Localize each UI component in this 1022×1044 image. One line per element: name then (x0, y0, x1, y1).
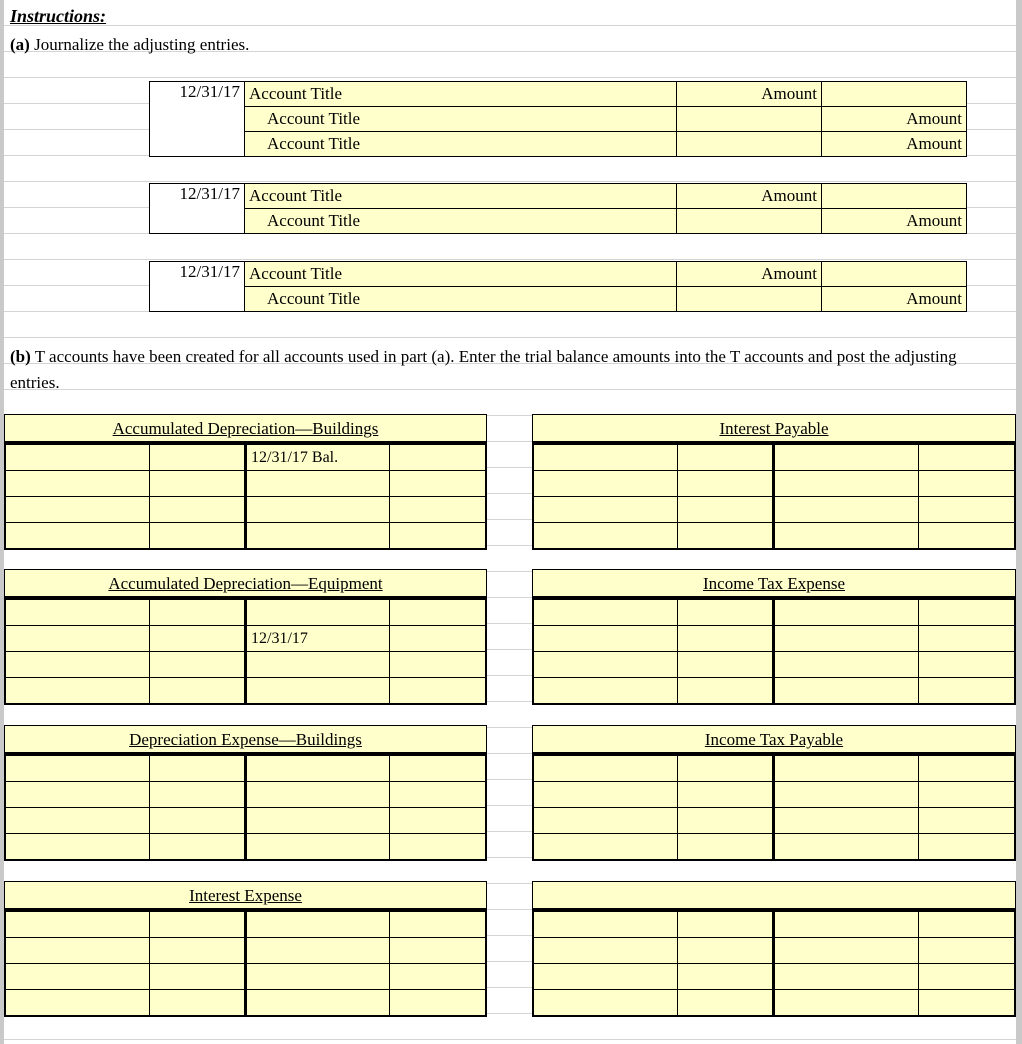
t-cell[interactable] (6, 652, 150, 678)
t-cell[interactable] (390, 964, 486, 990)
t-cell[interactable] (678, 964, 774, 990)
t-cell[interactable] (6, 756, 150, 782)
t-cell[interactable] (6, 834, 150, 860)
t-cell[interactable] (390, 938, 486, 964)
t-account-interest-expense (4, 881, 487, 1017)
t-cell[interactable] (918, 808, 1014, 834)
t-cell[interactable] (774, 938, 918, 964)
t-cell[interactable] (246, 938, 390, 964)
t-cell[interactable] (6, 445, 150, 471)
t-cell[interactable] (150, 964, 246, 990)
t-cell[interactable] (774, 445, 918, 471)
t-cell[interactable] (534, 990, 678, 1016)
t-cell[interactable] (534, 678, 678, 704)
t-cell[interactable] (390, 445, 486, 471)
t-cell[interactable] (6, 471, 150, 497)
t-cell[interactable] (150, 678, 246, 704)
t-cell[interactable] (390, 756, 486, 782)
t-cell[interactable] (534, 652, 678, 678)
t-cell[interactable] (390, 652, 486, 678)
t-cell[interactable] (918, 471, 1014, 497)
t-cell[interactable] (6, 782, 150, 808)
t-cell[interactable] (246, 523, 390, 549)
account-title-field[interactable]: Account Title (245, 82, 677, 107)
t-account-depreciation-expense-buildings (4, 725, 487, 861)
t-cell[interactable] (534, 600, 678, 626)
t-cell[interactable] (246, 756, 390, 782)
t-cell[interactable] (246, 471, 390, 497)
t-cell[interactable] (390, 808, 486, 834)
t-cell[interactable] (246, 600, 390, 626)
t-cell[interactable] (246, 808, 390, 834)
account-title-field[interactable]: Account Title (245, 262, 677, 287)
t-cell[interactable] (246, 678, 390, 704)
t-cell[interactable] (150, 990, 246, 1016)
journal-date: 12/31/17 (150, 82, 245, 157)
t-cell[interactable] (6, 912, 150, 938)
t-cell[interactable] (678, 808, 774, 834)
t-account-income-tax-expense (532, 569, 1016, 705)
t-account-grid (5, 599, 486, 704)
journal-date: 12/31/17 (150, 262, 245, 312)
t-account-accumulated-depreciation-equipment (4, 569, 487, 705)
t-cell[interactable] (246, 912, 390, 938)
debit-amount-field[interactable] (677, 132, 822, 157)
part-b-label: (b) (10, 347, 31, 366)
t-cell[interactable] (678, 782, 774, 808)
account-title-field[interactable]: Account Title (245, 107, 677, 132)
credit-amount-field[interactable]: Amount (822, 209, 967, 234)
t-cell[interactable] (150, 756, 246, 782)
t-cell[interactable] (150, 834, 246, 860)
t-cell[interactable] (534, 808, 678, 834)
t-cell[interactable] (774, 990, 918, 1016)
t-cell[interactable] (774, 471, 918, 497)
t-account-grid (5, 755, 486, 860)
account-title-field[interactable]: Account Title (245, 209, 677, 234)
t-cell[interactable] (774, 626, 918, 652)
t-cell[interactable] (534, 471, 678, 497)
t-cell[interactable] (678, 678, 774, 704)
t-cell[interactable] (246, 834, 390, 860)
t-cell[interactable] (774, 652, 918, 678)
t-cell[interactable] (534, 497, 678, 523)
t-cell[interactable] (774, 808, 918, 834)
t-account-grid (533, 911, 1015, 1016)
t-cell[interactable] (6, 600, 150, 626)
t-cell[interactable] (390, 497, 486, 523)
debit-amount-field[interactable]: Amount (677, 184, 822, 209)
part-a-text: Journalize the adjusting entries. (34, 35, 250, 54)
part-b-instruction (10, 344, 1000, 396)
t-account-title: Interest Expense (5, 882, 486, 911)
t-cell[interactable] (918, 912, 1014, 938)
t-cell[interactable] (774, 912, 918, 938)
t-cell[interactable] (774, 600, 918, 626)
t-cell[interactable] (534, 782, 678, 808)
t-cell[interactable] (918, 600, 1014, 626)
t-cell[interactable] (918, 523, 1014, 549)
t-cell[interactable] (918, 834, 1014, 860)
t-cell[interactable] (390, 471, 486, 497)
t-account-grid (5, 444, 486, 549)
t-cell[interactable] (918, 497, 1014, 523)
t-cell[interactable] (246, 497, 390, 523)
t-cell[interactable] (774, 756, 918, 782)
t-cell[interactable] (534, 756, 678, 782)
t-cell[interactable] (150, 471, 246, 497)
t-cell[interactable] (150, 497, 246, 523)
t-cell[interactable] (390, 523, 486, 549)
t-cell[interactable] (6, 938, 150, 964)
journal-entry-1 (149, 81, 967, 157)
t-cell[interactable] (774, 834, 918, 860)
t-cell[interactable] (150, 626, 246, 652)
credit-amount-field[interactable]: Amount (822, 287, 967, 312)
credit-amount-field[interactable]: Amount (822, 107, 967, 132)
t-cell[interactable] (150, 652, 246, 678)
t-cell[interactable] (6, 497, 150, 523)
t-cell[interactable] (150, 912, 246, 938)
t-cell[interactable] (150, 782, 246, 808)
t-cell[interactable] (678, 600, 774, 626)
t-cell[interactable]: 12/31/17 (246, 626, 390, 652)
t-account-title: Accumulated Depreciation—Buildings (5, 415, 486, 444)
t-cell[interactable] (6, 523, 150, 549)
t-account-grid (533, 755, 1015, 860)
t-cell[interactable] (246, 990, 390, 1016)
t-cell[interactable] (678, 938, 774, 964)
debit-amount-field[interactable] (677, 287, 822, 312)
t-cell[interactable] (246, 964, 390, 990)
t-cell[interactable] (534, 445, 678, 471)
t-account-grid (533, 444, 1015, 549)
part-a-instruction (10, 35, 249, 55)
t-cell[interactable] (774, 782, 918, 808)
journal-entry-2 (149, 183, 967, 234)
t-cell[interactable] (678, 471, 774, 497)
t-account-title[interactable] (533, 882, 1015, 911)
t-cell[interactable] (390, 834, 486, 860)
credit-amount-field[interactable] (822, 262, 967, 287)
debit-amount-field[interactable]: Amount (677, 82, 822, 107)
t-cell[interactable] (678, 912, 774, 938)
t-cell[interactable] (774, 964, 918, 990)
t-cell[interactable] (918, 782, 1014, 808)
t-account-income-tax-payable (532, 725, 1016, 861)
t-cell[interactable] (390, 782, 486, 808)
t-cell[interactable] (678, 445, 774, 471)
t-cell[interactable] (678, 834, 774, 860)
t-cell[interactable] (918, 938, 1014, 964)
t-cell[interactable] (390, 990, 486, 1016)
t-cell[interactable] (390, 626, 486, 652)
t-account-grid (533, 599, 1015, 704)
t-cell[interactable] (918, 445, 1014, 471)
t-account-title: Depreciation Expense—Buildings (5, 726, 486, 755)
t-cell[interactable] (774, 497, 918, 523)
part-b-text: T accounts have been created for all accounts used in part (a). Enter the trial balance amounts into the T accounts and post the adjusting entries. (10, 347, 957, 392)
t-cell[interactable] (678, 626, 774, 652)
t-cell[interactable] (678, 523, 774, 549)
debit-amount-field[interactable] (677, 209, 822, 234)
t-cell[interactable] (150, 938, 246, 964)
t-cell[interactable] (678, 497, 774, 523)
t-account-interest-payable (532, 414, 1016, 550)
t-cell[interactable] (390, 600, 486, 626)
t-cell[interactable] (6, 990, 150, 1016)
t-cell[interactable] (6, 808, 150, 834)
t-account-grid (5, 911, 486, 1016)
t-cell[interactable] (6, 964, 150, 990)
debit-amount-field[interactable] (677, 107, 822, 132)
t-cell[interactable] (534, 626, 678, 652)
t-cell[interactable] (390, 678, 486, 704)
credit-amount-field[interactable]: Amount (822, 132, 967, 157)
t-cell[interactable] (678, 756, 774, 782)
t-cell[interactable]: 12/31/17 Bal. (246, 445, 390, 471)
credit-amount-field[interactable] (822, 184, 967, 209)
t-cell[interactable] (534, 834, 678, 860)
t-account-accumulated-depreciation-buildings (4, 414, 487, 550)
debit-amount-field[interactable]: Amount (677, 262, 822, 287)
right-scrollbar[interactable] (1016, 0, 1022, 1044)
t-cell[interactable] (390, 912, 486, 938)
t-cell[interactable] (918, 678, 1014, 704)
t-cell[interactable] (6, 678, 150, 704)
t-cell[interactable] (150, 523, 246, 549)
t-cell[interactable] (918, 964, 1014, 990)
part-a-label: (a) (10, 35, 30, 54)
account-title-field[interactable]: Account Title (245, 132, 677, 157)
journal-entry-3 (149, 261, 967, 312)
t-account-title: Interest Payable (533, 415, 1015, 444)
t-cell[interactable] (534, 938, 678, 964)
t-account-title: Accumulated Depreciation—Equipment (5, 570, 486, 599)
t-cell[interactable] (774, 523, 918, 549)
t-cell[interactable] (678, 990, 774, 1016)
t-account-title: Income Tax Payable (533, 726, 1015, 755)
t-cell[interactable] (918, 626, 1014, 652)
t-cell[interactable] (246, 782, 390, 808)
t-cell[interactable] (150, 808, 246, 834)
t-account-blank (532, 881, 1016, 1017)
t-cell[interactable] (678, 652, 774, 678)
t-cell[interactable] (6, 626, 150, 652)
t-cell[interactable] (918, 756, 1014, 782)
instructions-heading: Instructions: (10, 6, 107, 26)
journal-date: 12/31/17 (150, 184, 245, 234)
credit-amount-field[interactable] (822, 82, 967, 107)
account-title-field[interactable]: Account Title (245, 184, 677, 209)
t-cell[interactable] (534, 523, 678, 549)
t-cell[interactable] (150, 445, 246, 471)
account-title-field[interactable]: Account Title (245, 287, 677, 312)
t-cell[interactable] (534, 912, 678, 938)
t-cell[interactable] (246, 652, 390, 678)
t-cell[interactable] (918, 990, 1014, 1016)
t-account-title: Income Tax Expense (533, 570, 1015, 599)
t-cell[interactable] (150, 600, 246, 626)
t-cell[interactable] (774, 678, 918, 704)
t-cell[interactable] (534, 964, 678, 990)
t-cell[interactable] (918, 652, 1014, 678)
